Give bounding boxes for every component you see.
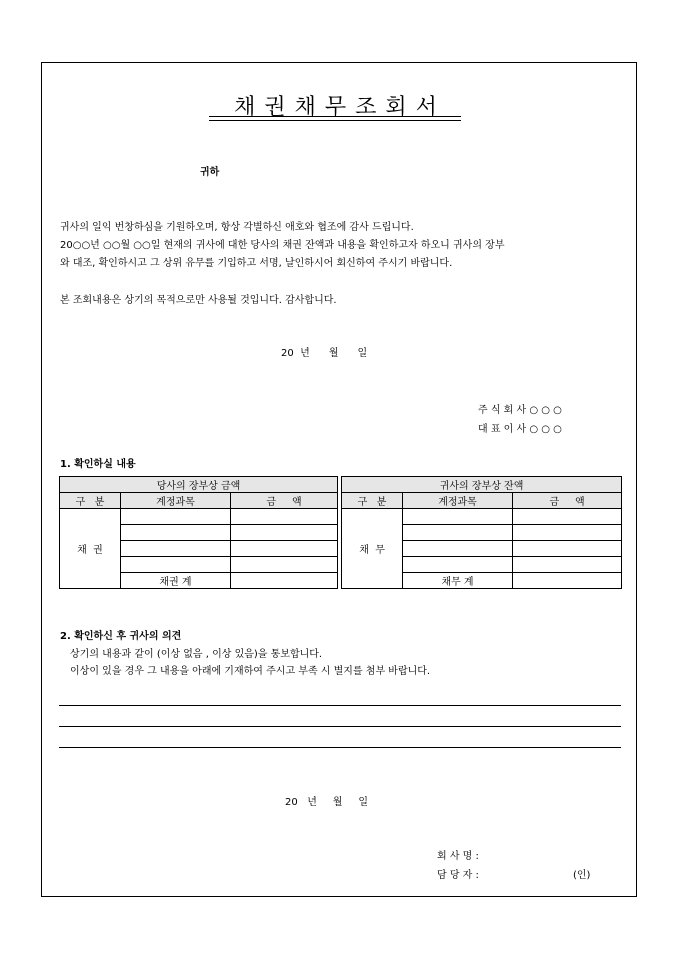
section2-heading: 2. 확인하신 후 귀사의 의견 <box>60 631 182 642</box>
account-cell[interactable] <box>121 509 231 525</box>
col-account: 계정과목 <box>121 493 231 509</box>
section2-line-2: 이상이 있을 경우 그 내용을 아래에 기재하여 주시고 부족 시 별지를 첨부 바랍니다. <box>70 666 431 677</box>
section1-heading: 1. 확인하실 내용 <box>60 459 136 470</box>
amount-cell[interactable] <box>513 509 622 525</box>
payables-total-amount[interactable] <box>513 573 622 589</box>
amount-cell[interactable] <box>231 509 338 525</box>
intro-line-4: 본 조회내용은 상기의 목적으로만 사용될 것입니다. 감사합니다. <box>60 295 337 306</box>
opinion-line[interactable] <box>59 705 621 706</box>
section2-line-1: 상기의 내용과 같이 (이상 없음 , 이상 있음)을 통보합니다. <box>70 649 323 660</box>
sender-ceo: 대 표 이 사 ○ ○ ○ <box>478 424 562 435</box>
receivables-label: 채 권 <box>60 509 121 589</box>
opinion-line[interactable] <box>59 747 621 748</box>
col-account: 계정과목 <box>403 493 513 509</box>
intro-line-1: 귀사의 일익 번창하심을 기원하오며, 항상 각별하신 애호와 협조에 감사 드립니다. <box>60 222 414 233</box>
account-cell[interactable] <box>121 541 231 557</box>
opinion-line[interactable] <box>59 726 621 727</box>
amount-cell[interactable] <box>513 557 622 573</box>
receivables-total-amount[interactable] <box>231 573 338 589</box>
account-cell[interactable] <box>403 509 513 525</box>
col-amount: 금 액 <box>231 493 338 509</box>
payables-total-label: 채무 계 <box>403 573 513 589</box>
reply-person-label: 담 당 자 : <box>437 870 479 881</box>
payables-label: 채 무 <box>342 509 403 589</box>
amount-cell[interactable] <box>231 541 338 557</box>
intro-line-3: 와 대조, 확인하시고 그 상위 유무를 기입하고 서명, 날인하시어 회신하여 주시기 바랍니다. <box>60 258 453 269</box>
amount-cell[interactable] <box>231 557 338 573</box>
seal-mark: (인) <box>573 870 591 881</box>
reply-date: 20 년 월 일 <box>285 797 369 808</box>
account-cell[interactable] <box>403 541 513 557</box>
account-cell[interactable] <box>403 557 513 573</box>
your-books-header: 귀사의 장부상 잔액 <box>342 477 622 493</box>
receivables-total-label: 채권 계 <box>121 573 231 589</box>
reply-company-label: 회 사 명 : <box>437 851 479 862</box>
amount-cell[interactable] <box>513 541 622 557</box>
intro-line-2: 20○○년 ○○월 ○○일 현재의 귀사에 대한 당사의 채권 잔액과 내용을 확인하고자 하오니 귀사의 장부 <box>60 240 505 251</box>
account-cell[interactable] <box>121 525 231 541</box>
recipient-label: 귀하 <box>200 167 220 178</box>
col-amount: 금 액 <box>513 493 622 509</box>
col-category: 구 분 <box>342 493 403 509</box>
account-cell[interactable] <box>403 525 513 541</box>
document-title: 채권채무조회서 <box>234 95 446 120</box>
amount-cell[interactable] <box>231 525 338 541</box>
our-books-header: 당사의 장부상 금액 <box>60 477 338 493</box>
account-cell[interactable] <box>121 557 231 573</box>
col-category: 구 분 <box>60 493 121 509</box>
balance-table <box>59 476 622 589</box>
sender-company: 주 식 회 사 ○ ○ ○ <box>478 405 562 416</box>
request-date: 20 년 월 일 <box>281 348 368 359</box>
title-underline-double <box>209 120 461 121</box>
title-underline <box>209 116 461 117</box>
amount-cell[interactable] <box>513 525 622 541</box>
